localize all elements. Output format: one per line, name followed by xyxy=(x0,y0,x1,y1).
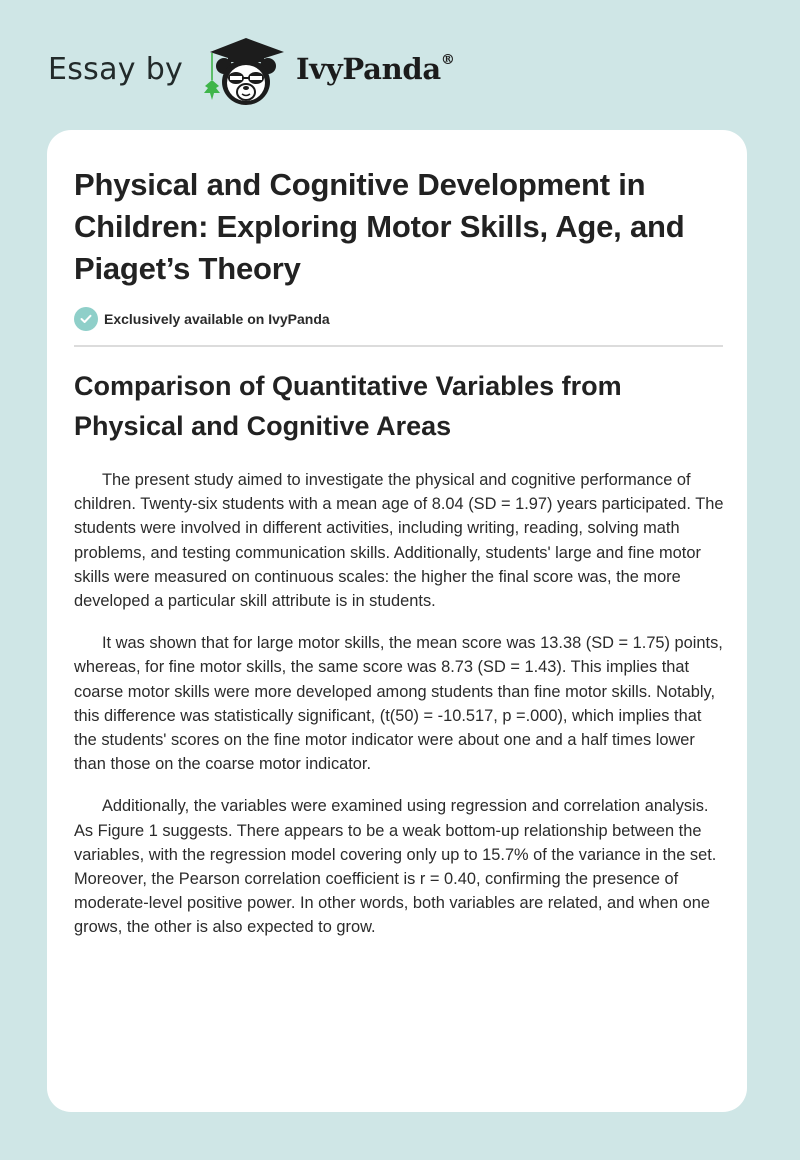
section-heading: Comparison of Quantitative Variables from Physical and Cognitive Areas xyxy=(74,371,622,441)
page-title: Physical and Cognitive Development in Children: Exploring Motor Skills, Age, and Piaget’s Theory xyxy=(74,167,685,286)
brand-name-text: IvyPanda xyxy=(296,52,441,86)
paragraph: It was shown that for large motor skills, the mean score was 13.38 (SD = 1.75) points, whereas, for fine motor skills, the same score was 8.73 (SD = 1.43). This implies that coarse motor skills were more developed among students than fine motor skills. Notably, this difference was statistically significant, (t(50) = -10.517, p =.000), which implies that the students' scores on the fine motor indicator were about one and a half times lower than those on the coarse motor indicator. xyxy=(74,634,723,774)
exclusive-badge xyxy=(74,306,330,332)
essay-card xyxy=(47,130,747,1112)
site-header xyxy=(0,0,800,130)
paragraph: The present study aimed to investigate the physical and cognitive performance of children. Twenty-six students with a mean age of 8.04 (SD = 1.97) years participated. The students were involved in different activities, including writing, reading, solving math problems, and testing communication skills. Additionally, students' large and fine motor skills were measured on continuous scales: the higher the final score was, the more developed a particular skill attribute is in students. xyxy=(74,471,724,611)
brand-prefix: Essay by xyxy=(48,52,184,87)
badge-label: Exclusively available on IvyPanda xyxy=(104,311,330,327)
paragraph: Additionally, the variables were examined using regression and correlation analysis. As Figure 1 suggests. There appears to be a weak bottom-up relationship between the variables, with the regression model covering only up to 15.7% of the variance in the set. Moreover, the Pearson correlation coefficient is r = 0.40, confirming the presence of moderate-level positive power. In other words, both variables are related, and when one grows, the other is also expected to grow. xyxy=(74,797,717,937)
divider xyxy=(74,345,723,347)
panda-graduate-logo-icon[interactable] xyxy=(200,36,292,108)
article-body xyxy=(74,468,726,958)
check-circle-icon xyxy=(74,307,98,331)
registered-mark: ® xyxy=(440,52,455,69)
brand-name[interactable] xyxy=(296,52,455,86)
